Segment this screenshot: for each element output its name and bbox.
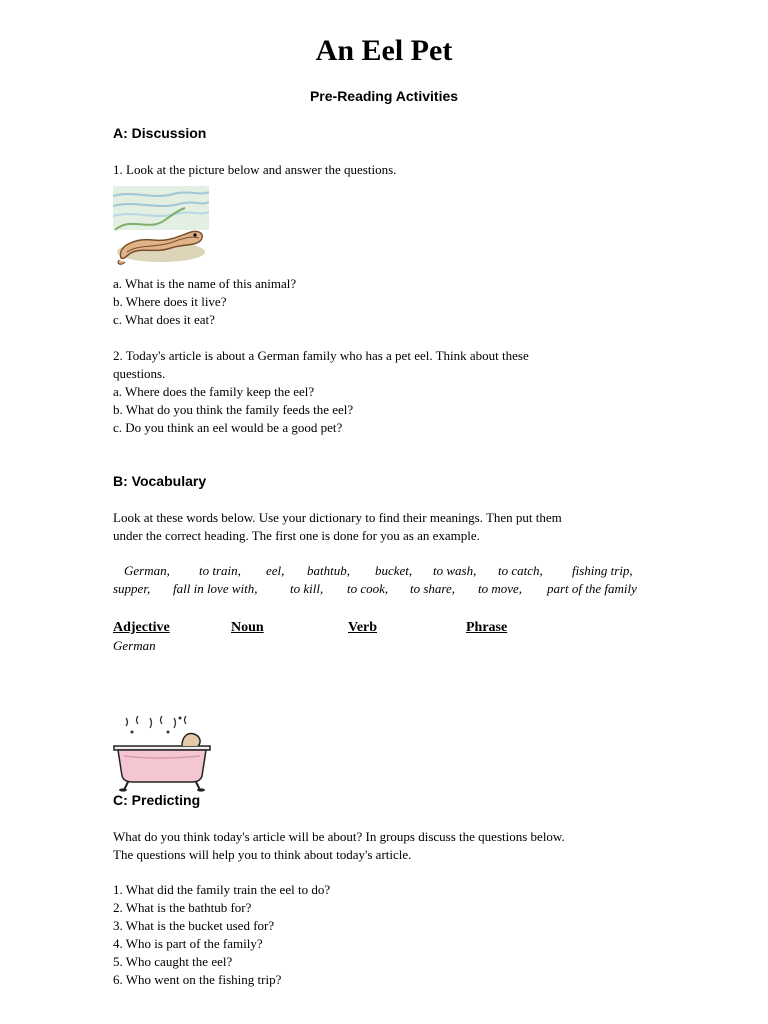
example-answer: German: [113, 638, 156, 653]
q1-item: b. Where does it live?: [113, 294, 227, 309]
vocab-instructions-line2: under the correct heading. The first one is done for you as an example.: [113, 528, 480, 543]
predicting-questions: [113, 881, 330, 989]
page-subtitle: Pre-Reading Activities: [309, 88, 459, 104]
word-item: to share,: [410, 581, 456, 596]
q1-item: a. What is the name of this animal?: [113, 276, 297, 291]
q2-block: [113, 347, 529, 437]
column-heading-verb: Verb: [348, 620, 378, 635]
predicting-intro-line1: What do you think today's article will be about? In groups discuss the questions below.: [113, 829, 565, 844]
predicting-question: 6. Who went on the fishing trip?: [113, 972, 282, 987]
word-item: to kill,: [290, 581, 324, 596]
q2-item: a. Where does the family keep the eel?: [113, 384, 315, 399]
section-c-heading: C: Predicting: [113, 792, 201, 808]
column-heading-adjective: Adjective: [113, 620, 170, 635]
word-item: bucket,: [375, 563, 413, 578]
predicting-question: 1. What did the family train the eel to do?: [113, 882, 331, 897]
bathtub-illustration: [110, 712, 214, 792]
column-heading-phrase: Phrase: [466, 620, 508, 635]
section-a-heading: A: Discussion: [113, 125, 207, 141]
q1-item: c. What does it eat?: [113, 312, 215, 327]
word-item: German,: [124, 563, 170, 578]
predicting-question: 2. What is the bathtub for?: [113, 900, 252, 915]
column-heading-noun: Noun: [231, 620, 264, 635]
q1-items: [113, 275, 296, 329]
predicting-question: 3. What is the bucket used for?: [113, 918, 275, 933]
q1-intro: 1. Look at the picture below and answer the questions.: [113, 162, 397, 177]
vocab-instructions: [113, 509, 562, 545]
word-item: supper,: [113, 581, 151, 596]
predicting-intro-line2: The questions will help you to think about today's article.: [113, 847, 412, 862]
q2-intro-line2: questions.: [113, 366, 166, 381]
word-item: part of the family: [547, 581, 637, 596]
word-item: bathtub,: [307, 563, 350, 578]
word-item: to cook,: [347, 581, 389, 596]
word-item: fall in love with,: [173, 581, 258, 596]
word-item: eel,: [266, 563, 285, 578]
word-item: to wash,: [433, 563, 477, 578]
section-b-heading: B: Vocabulary: [113, 473, 207, 489]
word-bank: [113, 562, 658, 598]
word-item: to move,: [478, 581, 523, 596]
eel-illustration: [113, 186, 209, 270]
word-item: to catch,: [498, 563, 543, 578]
q2-item: c. Do you think an eel would be a good pet?: [113, 420, 343, 435]
word-item: fishing trip,: [572, 563, 633, 578]
q2-item: b. What do you think the family feeds the eel?: [113, 402, 354, 417]
vocab-instructions-line1: Look at these words below. Use your dictionary to find their meanings. Then put them: [113, 510, 562, 525]
predicting-intro: [113, 828, 565, 864]
predicting-question: 5. Who caught the eel?: [113, 954, 233, 969]
predicting-question: 4. Who is part of the family?: [113, 936, 263, 951]
q2-intro-line1: 2. Today's article is about a German family who has a pet eel. Think about these: [113, 348, 529, 363]
page-title: An Eel Pet: [315, 34, 453, 67]
word-item: to train,: [199, 563, 241, 578]
